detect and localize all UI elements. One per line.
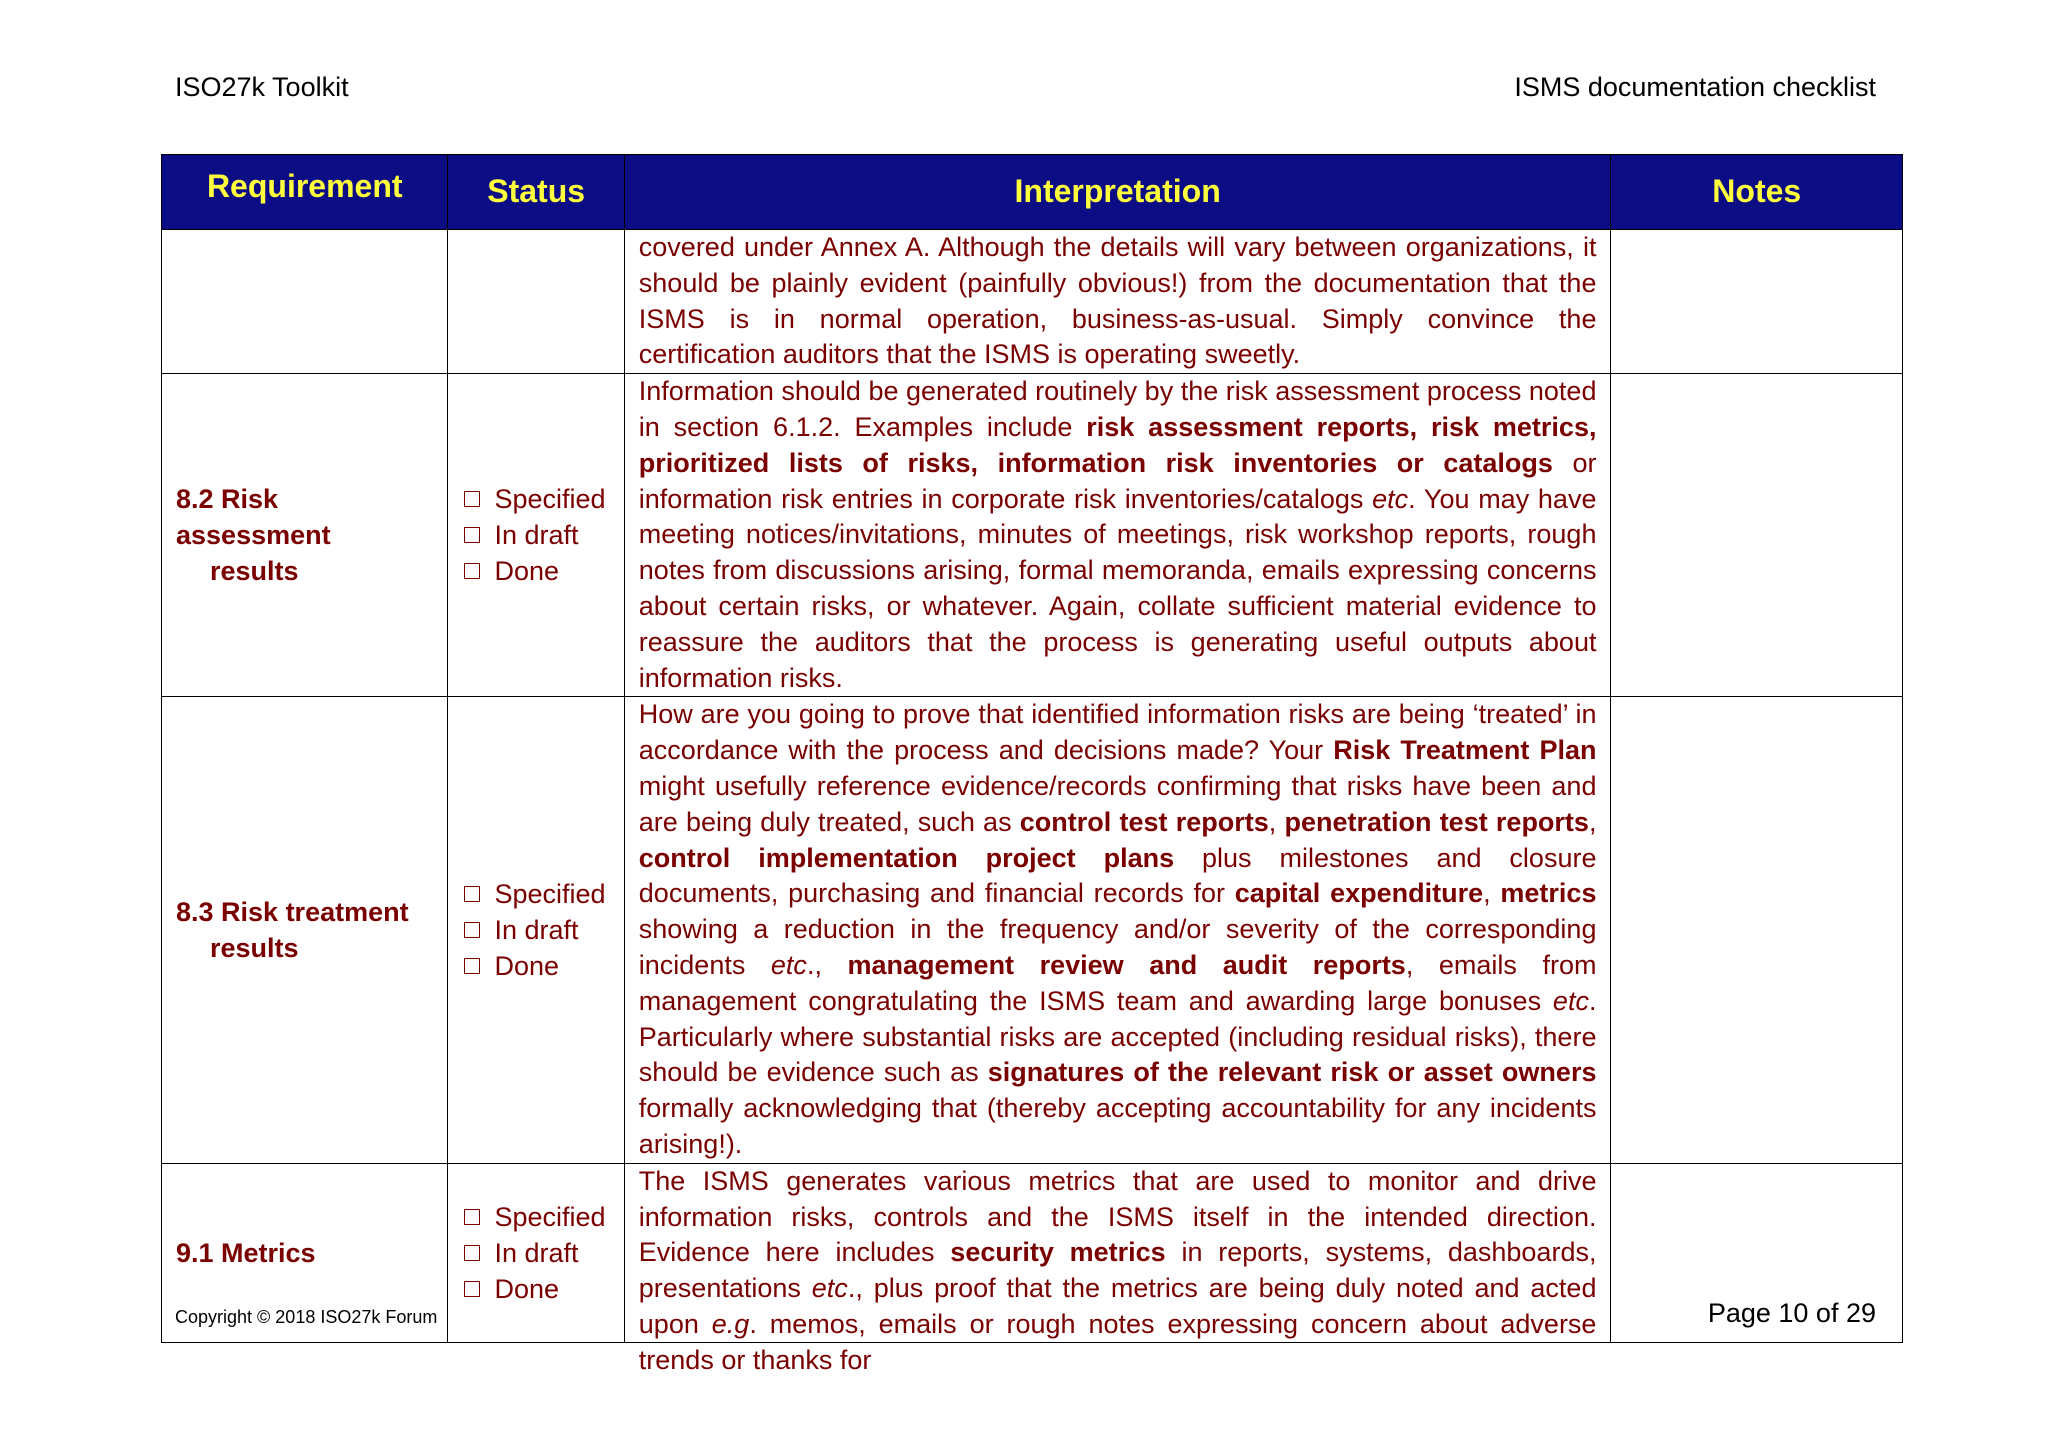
status-option-label: In draft: [494, 1237, 579, 1268]
column-header-notes: [1611, 155, 1903, 230]
interpretation-text: or information risk entries in corporate risk inventories/catalogs: [638, 447, 1597, 514]
interpretation-emphasis: security metrics: [950, 1237, 1166, 1268]
requirement-cell: [162, 697, 448, 1163]
status-option-label: Done: [494, 951, 560, 982]
status-option-in-draft[interactable]: [464, 517, 615, 553]
requirement-label: 8.3 Risk treatment: [176, 897, 409, 928]
header-document-title: ISMS documentation checklist: [1514, 72, 1876, 102]
interpretation-cell: covered under Annex A. Although the details will vary between organizations, it should be plainly evident (painfully obvious!) from the documentation that the ISMS is in normal operation, business-as-usual. Simply convince the certification auditors that the ISMS is operating sweetly.: [624, 230, 1611, 374]
interpretation-emphasis: control implementation project plans: [638, 842, 1175, 873]
requirement-label: 9.1 Metrics: [176, 1237, 316, 1268]
interpretation-italic: etc: [811, 1273, 848, 1304]
interpretation-italic: etc: [1372, 483, 1409, 514]
table-row: [162, 697, 1903, 1163]
status-option-specified[interactable]: [464, 876, 615, 912]
status-option-label: Specified: [494, 1201, 606, 1232]
interpretation-emphasis: Risk Treatment Plan: [1333, 735, 1597, 766]
interpretation-text: showing a reduction in the frequency and/or severity of the corresponding incidents: [638, 914, 1597, 980]
checkbox-icon[interactable]: [464, 563, 480, 579]
table-header-row: [162, 155, 1903, 230]
status-option-done[interactable]: [464, 948, 615, 984]
checkbox-icon[interactable]: [464, 527, 480, 543]
interpretation-italic: e.g: [711, 1308, 750, 1339]
status-option-in-draft[interactable]: [464, 912, 615, 948]
checkbox-icon[interactable]: [464, 1281, 480, 1297]
interpretation-text: ,: [1588, 806, 1597, 837]
interpretation-text: formally acknowledging that (thereby accepting accountability for any incidents arising!).: [638, 1093, 1597, 1159]
interpretation-text: ,: [1268, 806, 1285, 837]
interpretation-italic: etc: [1552, 985, 1589, 1016]
requirement-label-continued: results: [210, 933, 299, 964]
status-cell: [448, 1163, 624, 1342]
interpretation-clip: [638, 1164, 1597, 1375]
column-header-status-label: Status: [487, 172, 586, 209]
requirement-label-continued: results: [210, 556, 299, 587]
notes-cell[interactable]: [1611, 230, 1903, 374]
checkbox-icon[interactable]: [464, 922, 480, 938]
header-toolkit-title: ISO27k Toolkit: [175, 72, 349, 102]
status-option-done[interactable]: [464, 553, 615, 589]
column-header-interpretation: [624, 155, 1611, 230]
interpretation-emphasis: signatures of the relevant risk or asset owners: [987, 1057, 1597, 1088]
status-cell: [448, 230, 624, 374]
checkbox-icon[interactable]: [464, 491, 480, 507]
interpretation-text: in reports, systems, dashboards, presentations: [638, 1237, 1597, 1304]
interpretation-text: ,: [1483, 878, 1501, 909]
interpretation-emphasis: management review and audit reports: [847, 949, 1406, 980]
status-option-specified[interactable]: [464, 1199, 615, 1235]
interpretation-cell: [624, 1163, 1611, 1375]
interpretation-emphasis: control test reports: [1019, 806, 1269, 837]
status-cell: [448, 374, 624, 697]
interpretation-text: The ISMS generates various metrics that are used to monitor and drive information risks, controls and the ISMS itself in the intended direction. Evidence here includes: [638, 1165, 1597, 1268]
table-row: [162, 230, 1903, 374]
checkbox-icon[interactable]: [464, 886, 480, 902]
checkbox-icon[interactable]: [464, 1209, 480, 1225]
requirement-label: 8.2 Risk assessment: [176, 484, 331, 551]
interpretation-text: . Particularly where substantial risks are accepted (including residual risks), there should be evidence such as: [638, 985, 1597, 1088]
interpretation-text: might usefully reference evidence/records confirming that risks have been and are being duly treated, such as: [638, 770, 1597, 837]
checklist-table: [161, 154, 1903, 1375]
status-option-label: In draft: [494, 915, 579, 946]
interpretation-text: Information should be generated routinely by the risk assessment process noted in section 6.1.2. Examples include: [638, 376, 1597, 442]
status-cell: [448, 697, 624, 1163]
interpretation-text: How are you going to prove that identified information risks are being ‘treated’ in accordance with the process and decisions made? Your: [638, 699, 1597, 766]
status-option-in-draft[interactable]: [464, 1235, 615, 1271]
interpretation-text: ., plus proof that the metrics are being duly noted and acted upon: [638, 1273, 1597, 1339]
checkbox-icon[interactable]: [464, 1245, 480, 1261]
status-option-label: Specified: [494, 484, 606, 515]
column-header-requirement: Requirement: [162, 155, 448, 230]
requirement-cell: [162, 374, 448, 697]
status-option-label: In draft: [494, 520, 579, 551]
notes-cell[interactable]: [1611, 697, 1903, 1163]
interpretation-text: plus milestones and closure documents, purchasing and financial records for: [638, 842, 1597, 909]
checkbox-icon[interactable]: [464, 958, 480, 974]
interpretation-cell: [624, 374, 1611, 697]
interpretation-emphasis: capital expenditure: [1234, 878, 1484, 909]
interpretation-text: . You may have meeting notices/invitations, minutes of meetings, risk workshop reports, rough notes from discussions arising, formal memoranda, emails expressing concerns about certain risks, or whatever. Again, collate sufficient material evidence to reassure the auditors that the process is generating useful outputs about information risks.: [638, 483, 1597, 693]
interpretation-emphasis: penetration test reports: [1284, 806, 1589, 837]
notes-cell[interactable]: [1611, 374, 1903, 697]
status-option-label: Done: [494, 556, 560, 587]
column-header-status: [448, 155, 624, 230]
interpretation-emphasis: risk assessment reports, risk metrics, prioritized lists of risks, information risk inventories or catalogs: [638, 411, 1597, 478]
requirement-cell: [162, 230, 448, 374]
column-header-interpretation-label: Interpretation: [1014, 172, 1221, 209]
status-option-specified[interactable]: [464, 481, 615, 517]
status-option-label: Specified: [494, 879, 606, 910]
footer-page-number: Page 10 of 29: [1707, 1298, 1876, 1328]
interpretation-text: .,: [806, 949, 848, 980]
status-option-label: Done: [494, 1273, 560, 1304]
table-row: [162, 374, 1903, 697]
interpretation-text: . memos, emails or rough notes expressing concern about adverse trends or thanks for: [638, 1308, 1597, 1375]
interpretation-italic: etc: [770, 949, 807, 980]
interpretation-text: , emails from management congratulating the ISMS team and awarding large bonuses: [638, 949, 1597, 1016]
interpretation-emphasis: metrics: [1500, 878, 1597, 909]
column-header-notes-label: Notes: [1712, 172, 1802, 209]
interpretation-cell: [624, 697, 1611, 1163]
footer-copyright: Copyright © 2018 ISO27k Forum: [175, 1307, 438, 1327]
status-option-done[interactable]: [464, 1271, 615, 1307]
